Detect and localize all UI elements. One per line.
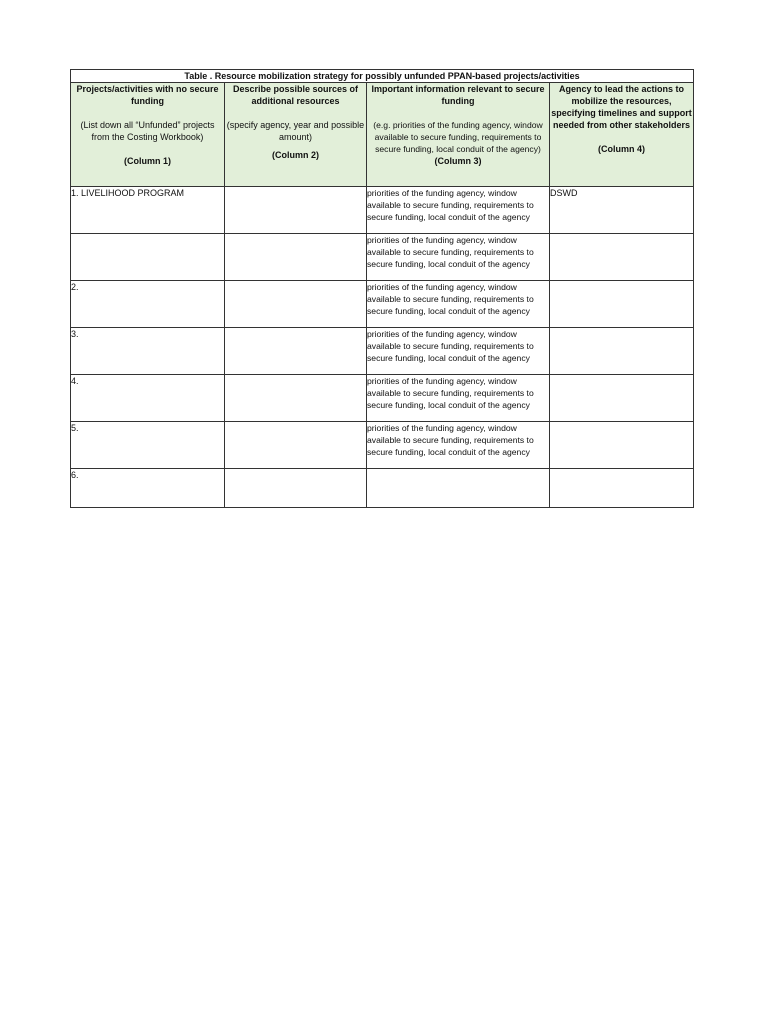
project-cell: 1. LIVELIHOOD PROGRAM: [71, 187, 225, 234]
project-cell: [71, 234, 225, 281]
project-cell: 5.: [71, 422, 225, 469]
header-title: Important information relevant to secure funding: [371, 84, 545, 106]
table-row: [71, 281, 694, 328]
header-column-label: (Column 3): [434, 156, 482, 166]
header-column-3: [367, 83, 550, 187]
info-cell: priorities of the funding agency, window available to secure funding, requirements to secure funding, local conduit of the agency: [367, 422, 550, 469]
agency-cell: [550, 328, 694, 375]
table-row: [71, 187, 694, 234]
info-cell: priorities of the funding agency, window available to secure funding, requirements to secure funding, local conduit of the agency: [367, 187, 550, 234]
agency-cell: DSWD: [550, 187, 694, 234]
sources-cell: [225, 422, 367, 469]
sources-cell: [225, 328, 367, 375]
agency-cell: [550, 375, 694, 422]
header-column-label: (Column 2): [272, 150, 319, 160]
header-column-2: [225, 83, 367, 187]
project-cell: 2.: [71, 281, 225, 328]
agency-cell: [550, 281, 694, 328]
table-row: [71, 375, 694, 422]
sources-cell: [225, 469, 367, 508]
info-cell: priorities of the funding agency, window available to secure funding, requirements to secure funding, local conduit of the agency: [367, 375, 550, 422]
table-row: [71, 234, 694, 281]
header-title: Projects/activities with no secure funding: [76, 84, 219, 106]
resource-mobilization-table: [70, 69, 694, 508]
header-column-label: (Column 1): [124, 156, 171, 166]
header-note: (List down all “Unfunded” projects from the Costing Workbook): [80, 120, 215, 142]
table-header-row: [71, 83, 694, 187]
header-note: (e.g. priorities of the funding agency, window available to secure funding, requirements to secure funding, local conduit of the agency): [373, 120, 543, 154]
sources-cell: [225, 187, 367, 234]
project-cell: 3.: [71, 328, 225, 375]
table-row: [71, 328, 694, 375]
info-cell: priorities of the funding agency, window available to secure funding, requirements to secure funding, local conduit of the agency: [367, 328, 550, 375]
agency-cell: [550, 469, 694, 508]
project-cell: 6.: [71, 469, 225, 508]
header-column-4: [550, 83, 694, 187]
agency-cell: [550, 234, 694, 281]
header-note: (specify agency, year and possible amount): [226, 120, 365, 142]
header-title: Agency to lead the actions to mobilize the resources, specifying timelines and support needed from other stakeholders: [551, 84, 692, 130]
project-cell: 4.: [71, 375, 225, 422]
table-row: [71, 469, 694, 508]
info-cell: priorities of the funding agency, window available to secure funding, requirements to secure funding, local conduit of the agency: [367, 234, 550, 281]
sources-cell: [225, 234, 367, 281]
header-column-1: [71, 83, 225, 187]
sources-cell: [225, 375, 367, 422]
sources-cell: [225, 281, 367, 328]
header-column-label: (Column 4): [598, 144, 645, 154]
info-cell: [367, 469, 550, 508]
agency-cell: [550, 422, 694, 469]
table-row: [71, 422, 694, 469]
table-caption: Table . Resource mobilization strategy for possibly unfunded PPAN-based projects/activities: [71, 70, 694, 83]
info-cell: priorities of the funding agency, window available to secure funding, requirements to secure funding, local conduit of the agency: [367, 281, 550, 328]
header-title: Describe possible sources of additional resources: [232, 84, 359, 106]
